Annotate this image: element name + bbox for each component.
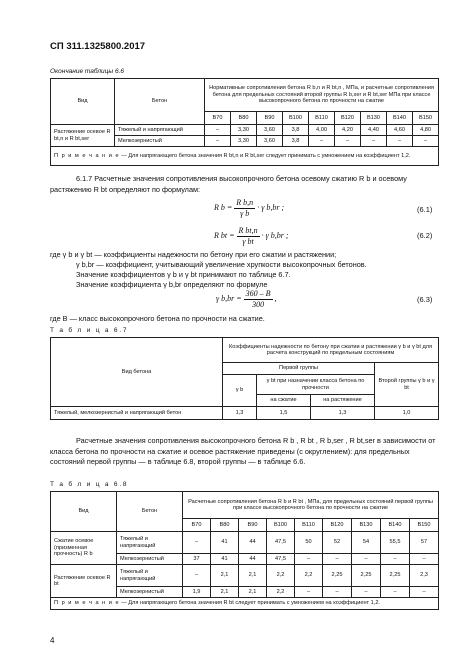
table-cell: – (323, 587, 352, 598)
table-6-8 (50, 491, 439, 610)
table-cell: 2,25 (381, 565, 410, 587)
table-cell: 3,60 (257, 136, 283, 147)
table-cell: – (183, 565, 211, 587)
table-cell: – (410, 554, 439, 565)
t68-row-beton: Тяжелый и напрягающий (117, 565, 183, 587)
table-cell: 2,2 (267, 587, 295, 598)
note-text: — Для напрягающего бетона значения R bt следует принимать с умножением на коэффициент 1,2. (119, 600, 380, 607)
table-cell: – (387, 136, 413, 147)
t68-class: В130 (352, 519, 381, 532)
table-cell: 4,40 (361, 125, 387, 136)
t66-class: В70 (205, 112, 231, 125)
table-row (51, 532, 439, 554)
formula-lhs: R bt = (214, 230, 235, 240)
t66-class: В80 (231, 112, 257, 125)
table-cell: 4,00 (309, 125, 335, 136)
table-cell: 3,30 (231, 136, 257, 147)
note-label: П р и м е ч а н и е (54, 152, 120, 159)
table-cell: 2,1 (211, 565, 239, 587)
t68-row-beton: Мелкозернистый (117, 587, 183, 598)
t68-class: В100 (267, 519, 295, 532)
where-line-1: где γ b и γ bt — коэффициенты надежности по бетону при его сжатии и растяжении; (50, 250, 337, 259)
t66-row-vid: Растяжение осевое R bt,n и R bt,ser (51, 125, 115, 147)
formula-fraction (237, 226, 260, 246)
table-row (51, 125, 439, 136)
formula-number: (6.1) (417, 205, 433, 214)
formula-6-2 (214, 226, 289, 246)
formula-number: (6.2) (417, 231, 433, 240)
t68-class: В70 (183, 519, 211, 532)
table-cell: 1,3 (311, 407, 375, 420)
table-cell: 2,25 (352, 565, 381, 587)
t68-vid-compression: Сжатие осевое (призменная прочность) R b (51, 532, 117, 565)
section-6-1-7-intro: 6.1.7 Расчетные значения сопротивления высокопрочного бетона осевому сжатию R b и осевому растяжению R bt определяют по формулам: (50, 174, 407, 194)
formula-number: (6.3) (417, 295, 433, 304)
where-line-5: где B — класс высокопрочного бетона по прочности на сжатие. (50, 314, 265, 323)
t68-row-beton: Тяжелый и напрягающий (117, 532, 183, 554)
table-cell: 4,80 (413, 125, 439, 136)
table-cell: 4,60 (387, 125, 413, 136)
table-cell: 3,30 (231, 125, 257, 136)
table-cell: – (381, 587, 410, 598)
table-cell: 4,20 (335, 125, 361, 136)
note-text: — Для напрягающего бетона значения R bt,n и R bt,ser следует принимать с умножением на коэффициент 1,2. (119, 152, 411, 159)
table-cell: 41 (211, 532, 239, 554)
table-cell: – (410, 587, 439, 598)
table-cell: – (309, 136, 335, 147)
t68-col-vid: Вид (51, 492, 117, 532)
table-cell: 2,1 (239, 565, 267, 587)
t67-gamma-bt-hdr: γ bt при назначении класса бетона по прочности (257, 375, 375, 395)
t68-class: В150 (410, 519, 439, 532)
formula-numerator: R b,n (236, 198, 254, 207)
formula-tail: , (274, 293, 277, 303)
t68-note (51, 598, 439, 610)
table-cell: 52 (323, 532, 352, 554)
paragraph-design-values: Расчетные значения сопротивления высокопрочного бетона R b , R bt , R b,ser , R bt,ser в зависимости от класса бетона по прочности на сжатие и осевое растяжение приведены (с округлением): для предельных состояний первой группы — в таблице 6.8, второй группы — в таблице 6.6. (50, 436, 436, 467)
table-cell: 44 (239, 532, 267, 554)
formula-fraction (234, 198, 255, 218)
table-cell: 54 (352, 532, 381, 554)
table-cell: 47,5 (267, 554, 295, 565)
formula-numerator: 360 – B (245, 289, 271, 298)
table-6-8-caption: Т а б л и ц а 6.8 (50, 481, 129, 488)
t68-row-beton: Мелкозернистый (117, 554, 183, 565)
page-number: 4 (50, 636, 55, 645)
table-cell: 3,60 (257, 125, 283, 136)
table-row (51, 407, 439, 420)
table-6-6-caption: Окончание таблицы 6.6 (50, 68, 125, 75)
table-cell: – (381, 554, 410, 565)
t67-group2: Второй группы γ b и γ bt (375, 363, 439, 407)
table-cell: – (361, 136, 387, 147)
t66-col-vid: Вид (51, 79, 115, 125)
t67-gamma-b: γ b (223, 375, 257, 407)
t68-class: В120 (323, 519, 352, 532)
t66-row-beton: Тяжелый и напрягающий (115, 125, 205, 136)
table-cell: 44 (239, 554, 267, 565)
table-cell: 2,2 (295, 565, 323, 587)
t66-class: В150 (413, 112, 439, 125)
table-cell: – (413, 136, 439, 147)
formula-numerator: R bt,n (238, 226, 258, 235)
t67-header-text: Коэффициенты надежности по бетону при сжатии и растяжении γ b и γ bt для расчета конструкций по предельным состояниям (223, 338, 439, 363)
table-cell: – (205, 125, 231, 136)
formula-denominator: γ bt (242, 236, 254, 246)
t66-class: В140 (387, 112, 413, 125)
formula-denominator: 300 (252, 299, 265, 309)
t68-class: В140 (381, 519, 410, 532)
where-line-3: Значение коэффициентов γ b и γ bt принимают по таблице 6.7. (76, 270, 291, 279)
t66-row-beton: Мелкозернистый (115, 136, 205, 147)
t67-row-vid: Тяжелый, мелкозернистый и напрягающий бетон (51, 407, 223, 420)
formula-lhs: γ b,br = (216, 293, 242, 303)
formula-fraction (244, 289, 273, 309)
table-cell: 50 (295, 532, 323, 554)
table-cell: 37 (183, 554, 211, 565)
formula-tail: · γ b,br ; (257, 202, 285, 212)
table-cell: 55,5 (381, 532, 410, 554)
table-cell: 2,2 (267, 565, 295, 587)
table-cell: – (183, 532, 211, 554)
table-cell: 41 (211, 554, 239, 565)
table-cell: – (323, 554, 352, 565)
t68-col-beton: Бетон (117, 492, 183, 532)
t66-class: В110 (309, 112, 335, 125)
table-cell: 57 (410, 532, 439, 554)
t67-on-tension: на растяжение (311, 395, 375, 407)
table-cell: 3,8 (283, 125, 309, 136)
table-cell: – (352, 554, 381, 565)
table-cell: – (205, 136, 231, 147)
t68-header-text: Расчетные сопротивления бетона R b и R bt , МПа, для предельных состояний первой группы при классе высокопрочного бетона по прочности на сжатие (183, 492, 439, 519)
where-line-2: γ b,br — коэффициент, учитывающий увеличение хрупкости высокопрочных бетонов. (76, 260, 367, 269)
table-cell: – (335, 136, 361, 147)
table-cell: 1,9 (183, 587, 211, 598)
t68-class: В110 (295, 519, 323, 532)
document-code: СП 311.1325800.2017 (50, 41, 146, 52)
t66-col-beton: Бетон (115, 79, 205, 125)
table-6-7-caption: Т а б л и ц а 6.7 (50, 327, 129, 334)
formula-tail: · γ b,br ; (261, 230, 289, 240)
formula-6-3 (216, 289, 277, 309)
table-cell: 3,8 (283, 136, 309, 147)
table-cell: – (295, 587, 323, 598)
t67-group1: Первой группы (223, 363, 375, 375)
t67-col-vid: Вид бетона (51, 338, 223, 407)
table-6-7 (50, 337, 439, 420)
t67-on-compression: на сжатие (257, 395, 311, 407)
table-cell: 2,3 (410, 565, 439, 587)
formula-6-1 (214, 198, 284, 218)
t68-class: В90 (239, 519, 267, 532)
table-cell: 47,5 (267, 532, 295, 554)
table-row (51, 565, 439, 587)
t66-class: В130 (361, 112, 387, 125)
t68-class: В80 (211, 519, 239, 532)
table-cell: 1,3 (223, 407, 257, 420)
formula-denominator: γ b (240, 208, 250, 218)
where-line-4: Значение коэффициента γ b,br определяют по формуле (76, 280, 268, 289)
t66-note (51, 147, 439, 166)
table-cell: – (352, 587, 381, 598)
table-cell: – (295, 554, 323, 565)
table-cell: 1,0 (375, 407, 439, 420)
t68-vid-tension: Растяжение осевое R bt (51, 565, 117, 598)
note-label: П р и м е ч а н и е (54, 600, 120, 607)
t66-class: В120 (335, 112, 361, 125)
t66-header-text: Нормативные сопротивления бетона R b,n и R bt,n , МПа, и расчетные сопротивления бетона для предельных состояний второй группы R b,ser и R bt,ser МПа при классе высокопрочного бетона по прочности на сжатие (205, 79, 439, 112)
formula-lhs: R b = (214, 202, 233, 212)
table-cell: 1,5 (257, 407, 311, 420)
table-cell: 2,1 (239, 587, 267, 598)
t66-class: В90 (257, 112, 283, 125)
table-cell: 2,25 (323, 565, 352, 587)
t66-class: В100 (283, 112, 309, 125)
table-cell: 2,1 (211, 587, 239, 598)
table-6-6 (50, 78, 439, 166)
